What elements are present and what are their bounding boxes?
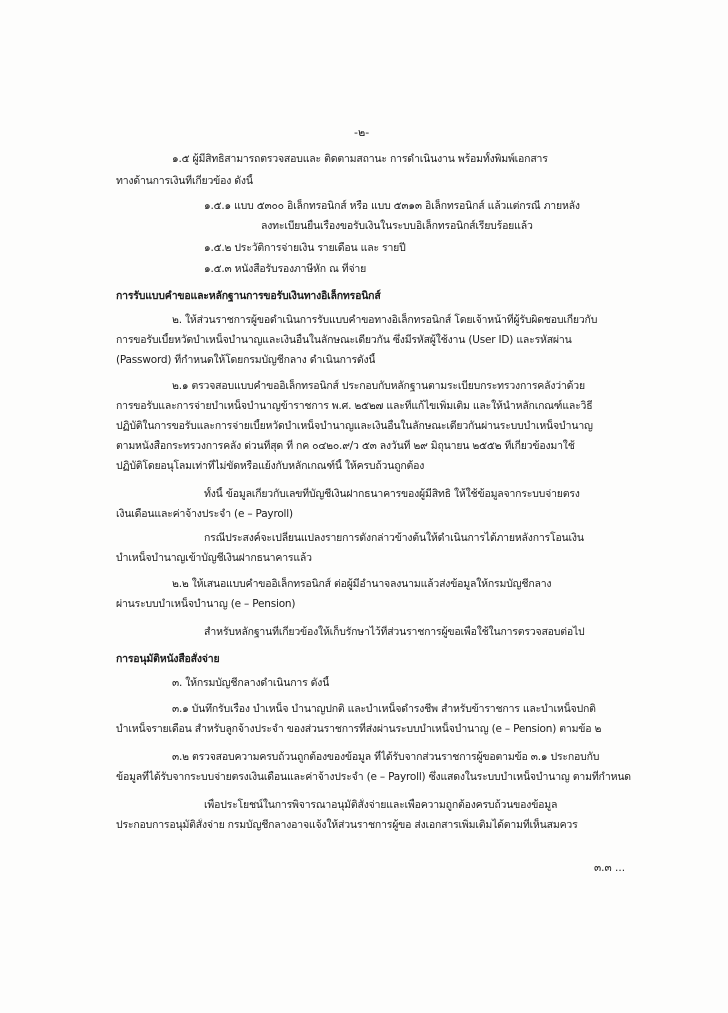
para-3: ๓. ให้กรมบัญชีกลางดำเนินการ ดังนี้: [172, 677, 330, 689]
para-3-3-line-1: เพื่อประโยชน์ในการพิจารณาอนุมัติสั่งจ่ายและเพื่อความถูกต้องครบถ้วนของข้อมูล: [204, 799, 558, 811]
section-heading-submission: การรับแบบคำขอและหลักฐานการขอรับเงินทางอิเล็กทรอนิกส์: [116, 290, 381, 302]
continuation-marker: ๓.๓ ...: [594, 862, 626, 874]
para-2-1-line-4: ตามหนังสือกระทรวงการคลัง ด่วนที่สุด ที่ กค ๐๔๒๐.๙/ว ๕๓ ลงวันที่ ๒๙ มิถุนายน ๒๕๕๒ ที่เกี่ยวข้องมาใช้: [116, 440, 575, 452]
para-3-3-line-2: ประกอบการอนุมัติสั่งจ่าย กรมบัญชีกลางอาจแจ้งให้ส่วนราชการผู้ขอ ส่งเอกสารเพิ่มเติมได้ตามที่เห็นสมควร: [116, 819, 578, 831]
page-number: -๒-: [354, 126, 370, 139]
para-3-2-line-1: ๓.๒ ตรวจสอบความครบถ้วนถูกต้องของข้อมูล ที่ได้รับจากส่วนราชการผู้ขอตามข้อ ๓.๑ ประกอบกับ: [172, 751, 600, 763]
item-1-5-line-2: ทางด้านการเงินที่เกี่ยวข้อง ดังนี้: [116, 175, 253, 187]
section-heading-approval: การอนุมัติหนังสือสั่งจ่าย: [116, 653, 220, 665]
para-2-1-line-1: ๒.๑ ตรวจสอบแบบคำขออิเล็กทรอนิกส์ ประกอบกับหลักฐานตามระเบียบกระทรวงการคลังว่าด้วย: [172, 380, 585, 392]
para-2-1-line-2: การขอรับและการจ่ายบำเหน็จบำนาญข้าราชการ พ.ศ. ๒๕๒๗ และที่แก้ไขเพิ่มเติม และให้นำหลักเกณฑ์และวิธี: [116, 400, 593, 412]
para-2-2-line-1: ๒.๒ ให้เสนอแบบคำขออิเล็กทรอนิกส์ ต่อผู้มีอำนาจลงนามแล้วส่งข้อมูลให้กรมบัญชีกลาง: [172, 578, 552, 590]
item-1-5-line-1: ๑.๕ ผู้มีสิทธิสามารถตรวจสอบและ ติดตามสถานะ การดำเนินงาน พร้อมทั้งพิมพ์เอกสาร: [172, 153, 548, 165]
para-3-2-line-2: ข้อมูลที่ได้รับจากระบบจ่ายตรงเงินเดือนและค่าจ้างประจำ (e – Payroll) ซึ่งแสดงในระบบบำเหน็จบำนาญ ตามที่กำหนด: [116, 771, 631, 783]
item-1-5-1-line-1: ๑.๕.๑ แบบ ๕๓๐๐ อิเล็กทรอนิกส์ หรือ แบบ ๕๓๑๓ อิเล็กทรอนิกส์ แล้วแต่กรณี ภายหลัง: [204, 200, 580, 212]
item-1-5-1-line-2: ลงทะเบียนยื่นเรื่องขอรับเงินในระบบอิเล็กทรอนิกส์เรียบร้อยแล้ว: [261, 220, 533, 232]
note-2-line-2: บำเหน็จบำนาญเข้าบัญชีเงินฝากธนาคารแล้ว: [116, 552, 312, 564]
para-2-line-3: (Password) ที่กำหนดให้โดยกรมบัญชีกลาง ดำเนินการดังนี้: [116, 354, 376, 366]
para-3-1-line-2: บำเหน็จรายเดือน สำหรับลูกจ้างประจำ ของส่วนราชการที่ส่งผ่านระบบบำเหน็จบำนาญ (e – Pension) ตามข้อ ๒: [116, 723, 602, 735]
item-1-5-2: ๑.๕.๒ ประวัติการจ่ายเงิน รายเดือน และ รายปี: [204, 242, 406, 254]
para-2-1-line-5: ปฏิบัติโดยอนุโลมเท่าที่ไม่ขัดหรือแย้งกับหลักเกณฑ์นี้ ให้ครบถ้วนถูกต้อง: [116, 460, 425, 472]
item-1-5-3: ๑.๕.๓ หนังสือรับรองภาษีหัก ณ ที่จ่าย: [204, 263, 367, 275]
para-2-2-line-2: ผ่านระบบบำเหน็จบำนาญ (e – Pension): [116, 598, 296, 610]
para-evidence: สำหรับหลักฐานที่เกี่ยวข้องให้เก็บรักษาไว้ที่ส่วนราชการผู้ขอเพื่อใช้ในการตรวจสอบต่อไป: [204, 626, 585, 638]
note-1-line-2: เงินเดือนและค่าจ้างประจำ (e – Payroll): [116, 508, 293, 520]
para-2-line-1: ๒. ให้ส่วนราชการผู้ขอดำเนินการรับแบบคำขอทางอิเล็กทรอนิกส์ โดยเจ้าหน้าที่ผู้รับผิดชอบเกี่ยวกับ: [172, 314, 598, 326]
para-2-1-line-3: ปฏิบัติในการขอรับและการจ่ายเบี้ยหวัดบำเหน็จบำนาญและเงินอื่นในลักษณะเดียวกันผ่านระบบบำเหน็จบำนาญ: [116, 420, 593, 432]
note-1-line-1: ทั้งนี้ ข้อมูลเกี่ยวกับเลขที่บัญชีเงินฝากธนาคารของผู้มีสิทธิ ให้ใช้ข้อมูลจากระบบจ่ายตรง: [204, 488, 580, 500]
para-2-line-2: การขอรับเบี้ยหวัดบำเหน็จบำนาญและเงินอื่นในลักษณะเดียวกัน ซึ่งมีรหัสผู้ใช้งาน (User ID) และรหัสผ่าน: [116, 334, 572, 346]
note-2-line-1: กรณีประสงค์จะเปลี่ยนแปลงรายการดังกล่าวข้างต้นให้ดำเนินการได้ภายหลังการโอนเงิน: [204, 532, 584, 544]
para-3-1-line-1: ๓.๑ บันทึกรับเรื่อง บำเหน็จ บำนาญปกติ และบำเหน็จดำรงชีพ สำหรับข้าราชการ และบำเหน็จปกติ: [172, 703, 596, 715]
